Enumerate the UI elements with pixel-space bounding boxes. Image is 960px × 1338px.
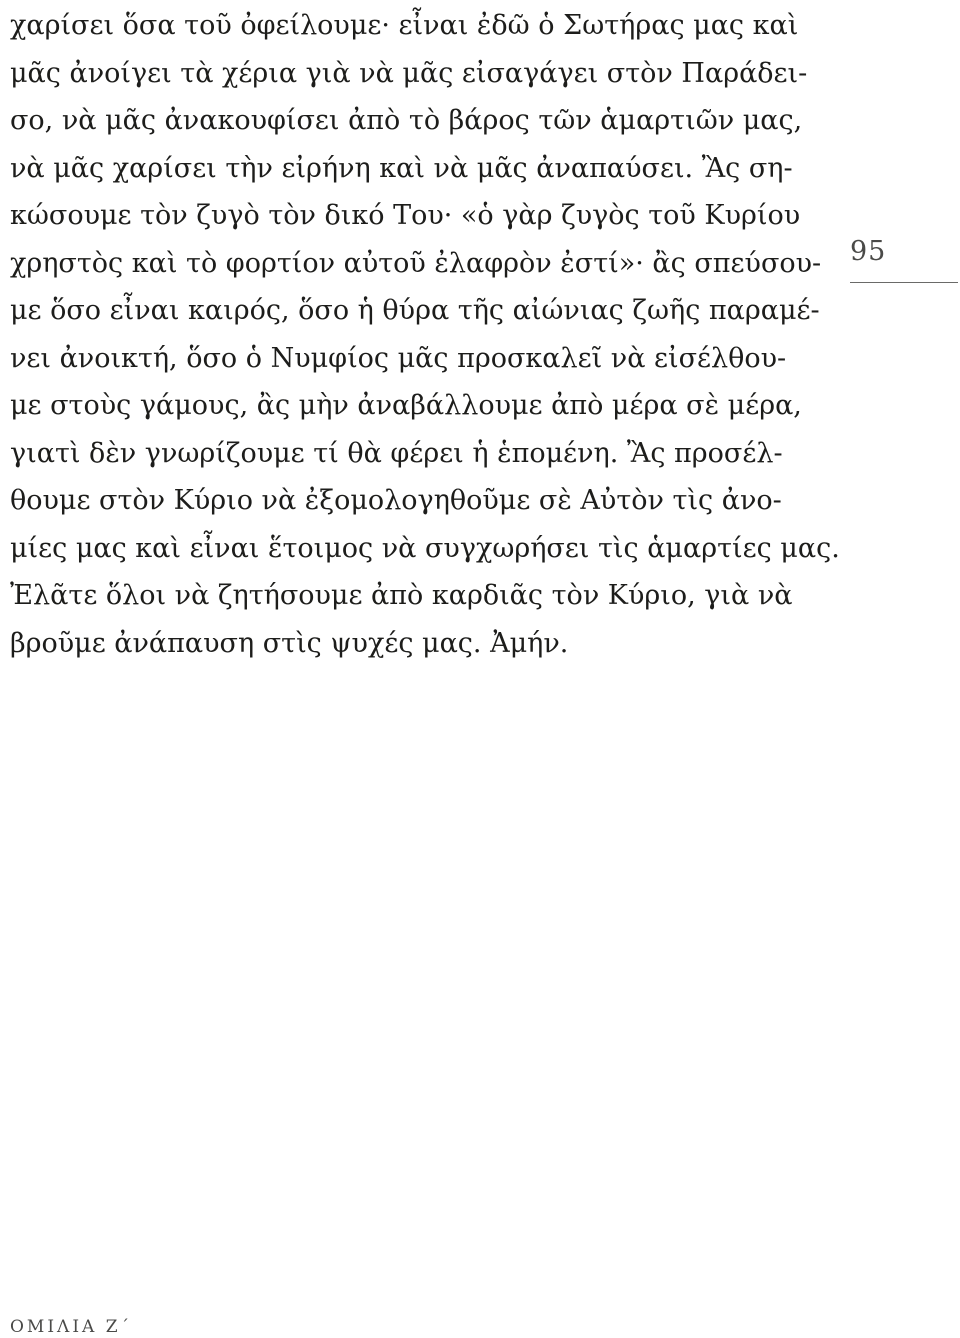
text-line: νει ἀνοικτή, ὅσο ὁ Νυμφίος μᾶς προσκαλεῖ νὰ εἰσέλθου- [10, 342, 787, 374]
text-line: με στοὺς γάμους, ἂς μὴν ἀναβάλλουμε ἀπὸ μέρα σὲ μέρα, [10, 390, 802, 421]
page-number: 95 [850, 236, 887, 267]
page-number-rule [850, 282, 958, 283]
body-text [10, 2, 840, 667]
running-footer: ΟΜΙΛΙΑ Ζ΄ [10, 1317, 133, 1337]
text-line: θουμε στὸν Κύριο νὰ ἐξομολογηθοῦμε σὲ Αὐτὸν τὶς ἀνο- [10, 485, 782, 516]
text-line: κώσουμε τὸν ζυγὸ τὸν δικό Του· «ὁ γὰρ ζυγὸς τοῦ Κυρίου [10, 200, 801, 231]
text-line: σο, νὰ μᾶς ἀνακουφίσει ἀπὸ τὸ βάρος τῶν ἁμαρτιῶν μας, [10, 105, 803, 136]
text-line: νὰ μᾶς χαρίσει τὴν εἰρήνη καὶ νὰ μᾶς ἀναπαύσει. Ἂς ση- [10, 152, 793, 184]
text-line: βροῦμε ἀνάπαυση στὶς ψυχές μας. Ἀμήν. [10, 627, 569, 659]
text-line: χρηστὸς καὶ τὸ φορτίον αὐτοῦ ἐλαφρὸν ἐστί»· ἂς σπεύσου- [10, 247, 822, 279]
text-line: χαρίσει ὅσα τοῦ ὀφείλουμε· εἶναι ἐδῶ ὁ Σωτήρας μας καὶ [10, 10, 799, 41]
text-line: μίες μας καὶ εἶναι ἕτοιμος νὰ συγχωρήσει τὶς ἁμαρτίες μας. [10, 532, 840, 564]
text-line: γιατὶ δὲν γνωρίζουμε τί θὰ φέρει ἡ ἑπομένη. Ἂς προσέλ- [10, 437, 783, 469]
text-line: Ἐλᾶτε ὅλοι νὰ ζητήσουμε ἀπὸ καρδιᾶς τὸν Κύριο, γιὰ νὰ [10, 580, 793, 611]
text-line: μᾶς ἀνοίγει τὰ χέρια γιὰ νὰ μᾶς εἰσαγάγει στὸν Παράδει- [10, 57, 808, 89]
text-line: με ὅσο εἶναι καιρός, ὅσο ἡ θύρα τῆς αἰώνιας ζωῆς παραμέ- [10, 295, 820, 326]
